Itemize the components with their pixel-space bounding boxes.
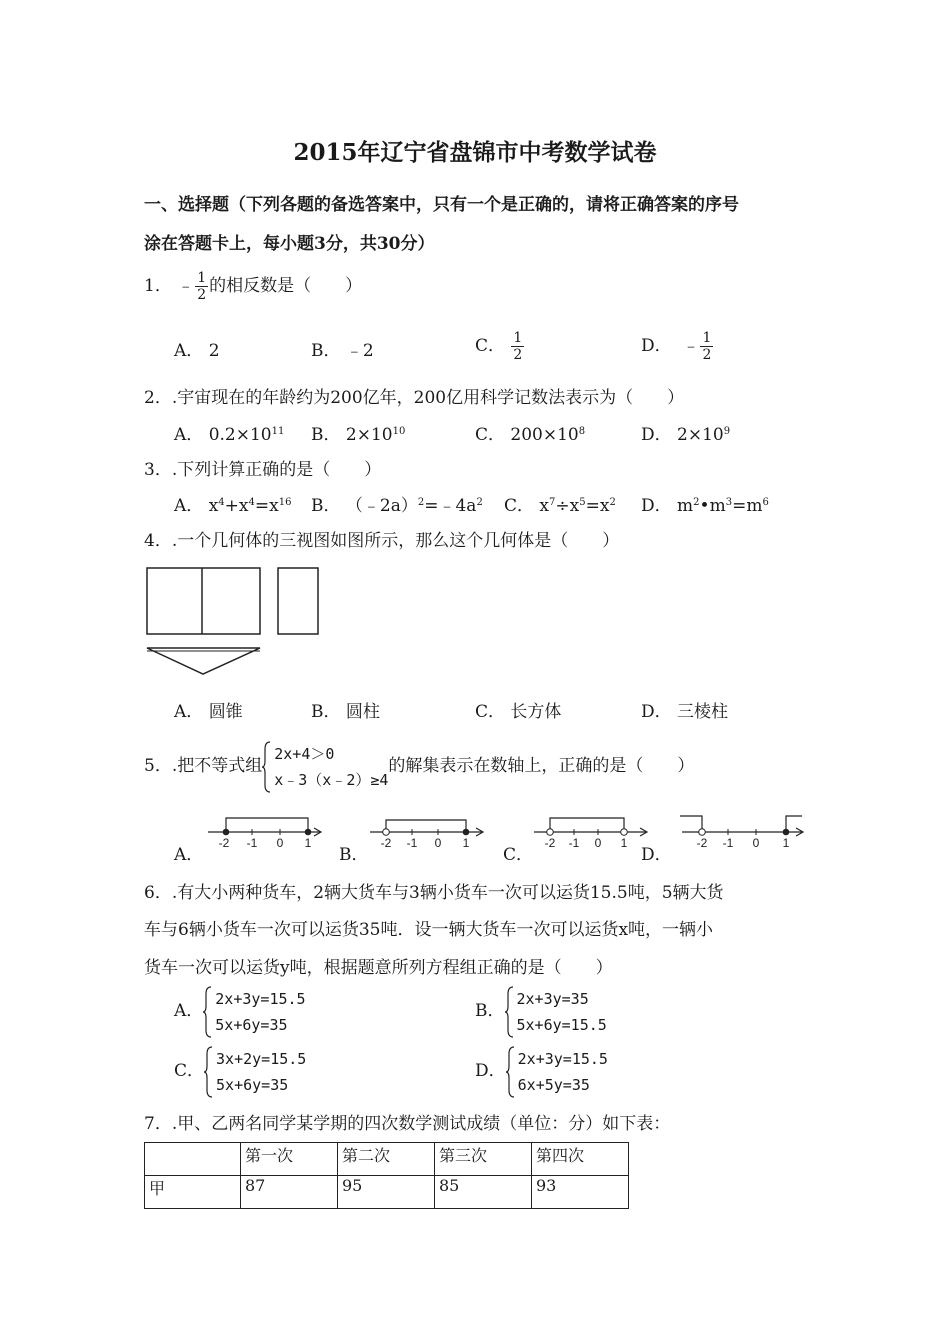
q1-fraction	[195, 271, 208, 302]
table-cell: 95	[338, 1176, 435, 1209]
q2-option-c[interactable]: C． $200\times 10^8$	[475, 425, 586, 445]
q3-option-d[interactable]: D． $m^2•m^3=m^6$	[641, 496, 769, 516]
tick-label: 1	[620, 836, 628, 850]
q4-option-c[interactable]: C． 长方体	[475, 702, 562, 722]
q5-option-a-label[interactable]: A．	[174, 845, 204, 865]
tick-label: -2	[544, 836, 556, 850]
tick-label: -1	[246, 836, 258, 850]
q2-option-d[interactable]: D． $2\times 10^9$	[641, 425, 731, 445]
q6-option-d[interactable]: D． 2x+3y=15.5 6x+5y=35	[475, 1044, 608, 1098]
question-6-line3: 货车一次可以运货y吨，根据题意所列方程组正确的是（ ）	[144, 958, 613, 978]
q5-option-d-label[interactable]: D．	[641, 845, 672, 865]
question-6-line1: 6．.有大小两种货车，2辆大货车与3辆小货车一次可以运货15.5吨，5辆大货	[144, 883, 724, 903]
table-cell: 甲	[145, 1176, 241, 1209]
q5-option-c-label[interactable]: C．	[503, 845, 534, 865]
table-header-cell: 第三次	[435, 1143, 532, 1176]
table-cell: 87	[241, 1176, 338, 1209]
q1-frac-den: 2	[197, 287, 207, 303]
tick-label: -2	[380, 836, 392, 850]
tick-label: 0	[276, 836, 284, 850]
question-7: 7．.甲、乙两名同学某学期的四次数学测试成绩（单位：分）如下表：	[144, 1114, 671, 1134]
tick-label: 0	[594, 836, 602, 850]
q1-number: 1．	[144, 276, 172, 296]
top-view	[147, 648, 260, 674]
question-4: 4．.一个几何体的三视图如图所示，那么这个几何体是（ ）	[144, 531, 620, 551]
tick-label: 1	[782, 836, 790, 850]
q3-option-b[interactable]: B． $(﹣2a)^2=﹣4a^2$	[311, 496, 483, 516]
tick-label: -2	[696, 836, 708, 850]
brace-icon	[204, 1046, 213, 1098]
q1-option-b[interactable]: B． ﹣2	[311, 341, 374, 361]
tick-label: 0	[752, 836, 760, 850]
table-cell: 85	[435, 1176, 532, 1209]
tick-label: -1	[568, 836, 580, 850]
q6-option-c[interactable]: C． 3x+2y=15.5 5x+6y=35	[174, 1044, 306, 1098]
page-title: 2015年辽宁省盘锦市中考数学试卷	[293, 139, 657, 166]
number-line-d[interactable]	[676, 810, 806, 852]
question-3: 3．.下列计算正确的是（ ）	[144, 460, 382, 480]
number-line-b[interactable]	[362, 810, 487, 852]
q4-option-a[interactable]: A． 圆锥	[174, 702, 243, 722]
tick-label: 1	[462, 836, 470, 850]
side-view	[278, 568, 318, 634]
question-6-line2: 车与6辆小货车一次可以运货35吨．设一辆大货车一次可以运货x吨，一辆小	[144, 920, 714, 940]
question-5: 5．.把不等式组 2x+4＞0 x﹣3（x﹣2）≥4 的解集表示在数轴上，正确的是（ ）	[144, 738, 694, 794]
number-line-a[interactable]	[200, 810, 325, 852]
brace-icon	[505, 986, 514, 1038]
q2-option-a[interactable]: A． $0.2\times 10^{11}$	[174, 425, 285, 445]
q2-option-b[interactable]: B． $2\times 10^{10}$	[311, 425, 406, 445]
tick-label: -2	[218, 836, 230, 850]
q4-option-d[interactable]: D． 三棱柱	[641, 702, 729, 722]
q4-option-b[interactable]: B． 圆柱	[311, 702, 380, 722]
tick-label: -1	[722, 836, 734, 850]
q6-option-b[interactable]: B． 2x+3y=35 5x+6y=15.5	[475, 984, 607, 1038]
three-view-figure	[140, 562, 330, 682]
table-row	[145, 1176, 629, 1209]
q6-option-a[interactable]: A． 2x+3y=15.5 5x+6y=35	[174, 984, 306, 1038]
question-1	[144, 268, 362, 304]
section-heading-line1: 一、选择题（下列各题的备选答案中，只有一个是正确的，请将正确答案的序号	[144, 195, 739, 215]
q3-option-c[interactable]: C． $x^7\div x^5=x^2$	[504, 496, 616, 516]
q1-text: 的相反数是（ ）	[209, 276, 363, 296]
brace-icon	[506, 1046, 515, 1098]
table-cell: 93	[532, 1176, 629, 1209]
brace-icon	[262, 741, 271, 793]
q1-sign: ﹣	[177, 276, 195, 296]
q1-option-d[interactable]: D． ﹣ $\frac{1}{2}$	[641, 330, 712, 363]
table-header-cell: 第二次	[338, 1143, 435, 1176]
score-table	[144, 1142, 629, 1209]
number-line-c[interactable]	[526, 810, 651, 852]
q1-option-c[interactable]: C． $\frac{1}{2}$	[475, 330, 523, 363]
tick-label: 1	[304, 836, 312, 850]
front-view	[147, 568, 260, 634]
q1-c-fraction: $\frac{1}{2}$	[513, 330, 523, 363]
table-header-cell	[145, 1143, 241, 1176]
table-header-row	[145, 1143, 629, 1176]
q5-inequality-system: 2x+4＞0 x﹣3（x﹣2）≥4	[262, 741, 388, 793]
table-header-cell: 第一次	[241, 1143, 338, 1176]
q1-d-fraction: $\frac{1}{2}$	[702, 330, 712, 363]
brace-icon	[203, 986, 212, 1038]
tick-label: -1	[406, 836, 418, 850]
q5-option-b-label[interactable]: B．	[339, 845, 369, 865]
tick-label: 0	[434, 836, 442, 850]
q1-option-a[interactable]: A． 2	[174, 341, 220, 361]
question-2: 2．.宇宙现在的年龄约为200亿年，200亿用科学记数法表示为（ ）	[144, 388, 685, 408]
table-header-cell: 第四次	[532, 1143, 629, 1176]
q3-option-a[interactable]: A． $x^4+x^4=x^{16}$	[174, 496, 292, 516]
section-heading-line2: 涂在答题卡上，每小题3分，共30分）	[144, 234, 435, 254]
q1-frac-num: 1	[197, 270, 207, 286]
